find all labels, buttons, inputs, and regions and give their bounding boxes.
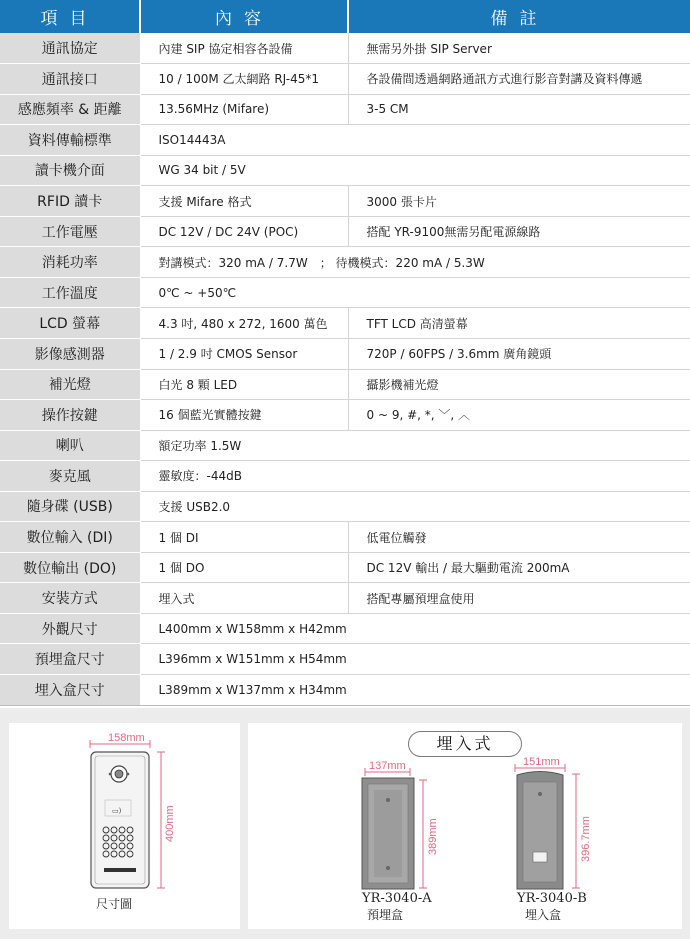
svg-text:▭): ▭) <box>112 807 122 815</box>
spec-content: 13.56MHz (Mifare) <box>140 94 348 125</box>
spec-content: 1 個 DO <box>140 552 348 583</box>
box-b-height-label: 396.7mm <box>580 816 592 862</box>
spec-label: RFID 讀卡 <box>0 186 140 217</box>
box-a-drawing <box>362 760 439 889</box>
embedded-install-title: 埋入式 <box>408 731 522 757</box>
spec-content: 內建 SIP 協定相容各設備 <box>140 33 348 64</box>
dimension-drawing-label: 尺寸圖 <box>96 897 133 911</box>
spec-content: L396mm x W151mm x H54mm <box>140 644 690 675</box>
spec-label: 麥克風 <box>0 461 140 492</box>
spec-content: 支援 USB2.0 <box>140 491 690 522</box>
spec-label: LCD 螢幕 <box>0 308 140 339</box>
spec-label: 讀卡機介面 <box>0 155 140 186</box>
spec-content: 4.3 吋, 480 x 272, 1600 萬色 <box>140 308 348 339</box>
header-item: 項目 <box>0 0 140 33</box>
spec-content: L400mm x W158mm x H42mm <box>140 613 690 644</box>
spec-note: TFT LCD 高清螢幕 <box>348 308 690 339</box>
spec-note: 搭配專屬預埋盒使用 <box>348 583 690 614</box>
spec-content: 埋入式 <box>140 583 348 614</box>
spec-content: 1 / 2.9 吋 CMOS Sensor <box>140 338 348 369</box>
spec-note: 低電位觸發 <box>348 522 690 553</box>
spec-label: 隨身碟 (USB) <box>0 491 140 522</box>
spec-label: 資料傳輸標準 <box>0 125 140 156</box>
spec-label: 影像感測器 <box>0 338 140 369</box>
spec-note: 720P / 60FPS / 3.6mm 廣角鏡頭 <box>348 338 690 369</box>
spec-content: 白光 8 顆 LED <box>140 369 348 400</box>
spec-content: DC 12V / DC 24V (POC) <box>140 216 348 247</box>
width-dim-label: 158mm <box>108 732 145 744</box>
spec-content: L389mm x W137mm x H34mm <box>140 674 690 705</box>
height-dim-label: 400mm <box>164 805 176 842</box>
spec-note: 3000 張卡片 <box>348 186 690 217</box>
spec-label: 喇叭 <box>0 430 140 461</box>
spec-label: 外觀尺寸 <box>0 613 140 644</box>
intercom-front-view <box>90 732 176 888</box>
spec-label: 安裝方式 <box>0 583 140 614</box>
box-b-model: YR-3040-B <box>517 891 587 906</box>
spec-label: 數位輸入 (DI) <box>0 522 140 553</box>
header-note: 備註 <box>348 0 690 33</box>
spec-label: 補光燈 <box>0 369 140 400</box>
spec-content: 1 個 DI <box>140 522 348 553</box>
spec-note: 3-5 CM <box>348 94 690 125</box>
spec-content: 0℃ ~ +50℃ <box>140 277 690 308</box>
box-a-width-label: 137mm <box>369 760 406 772</box>
spec-label: 預埋盒尺寸 <box>0 644 140 675</box>
spec-content: WG 34 bit / 5V <box>140 155 690 186</box>
spec-label: 操作按鍵 <box>0 400 140 431</box>
spec-note: 各設備間透過網路通訊方式進行影音對講及資料傳遞 <box>348 64 690 95</box>
spec-label: 通訊接口 <box>0 64 140 95</box>
spec-label: 工作溫度 <box>0 277 140 308</box>
spec-content: 對講模式：320 mA / 7.7W ； 待機模式：220 mA / 5.3W <box>140 247 690 278</box>
spec-note: 搭配 YR-9100無需另配電源線路 <box>348 216 690 247</box>
spec-label: 數位輸出 (DO) <box>0 552 140 583</box>
box-b-width-label: 151mm <box>523 756 560 768</box>
spec-label: 感應頻率 & 距離 <box>0 94 140 125</box>
spec-label: 通訊協定 <box>0 33 140 64</box>
spec-note: DC 12V 輸出 / 最大驅動電流 200mA <box>348 552 690 583</box>
spec-content: 額定功率 1.5W <box>140 430 690 461</box>
spec-content: 靈敏度：-44dB <box>140 461 690 492</box>
spec-label: 消耗功率 <box>0 247 140 278</box>
spec-content: 16 個藍光實體按鍵 <box>140 400 348 431</box>
spec-content: 支援 Mifare 格式 <box>140 186 348 217</box>
header-content: 內容 <box>140 0 348 33</box>
spec-content: ISO14443A <box>140 125 690 156</box>
box-a-height-label: 389mm <box>427 818 439 855</box>
spec-note: 無需另外掛 SIP Server <box>348 33 690 64</box>
spec-note: 0 ~ 9, #, *, ﹀, ︿ <box>348 400 690 431</box>
spec-label: 工作電壓 <box>0 216 140 247</box>
box-a-model: YR-3040-A <box>362 891 432 906</box>
box-a-name: 預埋盒 <box>367 908 404 922</box>
box-b-drawing <box>515 756 592 889</box>
spec-label: 埋入盒尺寸 <box>0 674 140 705</box>
spec-content: 10 / 100M 乙太網路 RJ-45*1 <box>140 64 348 95</box>
box-b-name: 埋入盒 <box>525 908 562 922</box>
spec-note: 攝影機補光燈 <box>348 369 690 400</box>
